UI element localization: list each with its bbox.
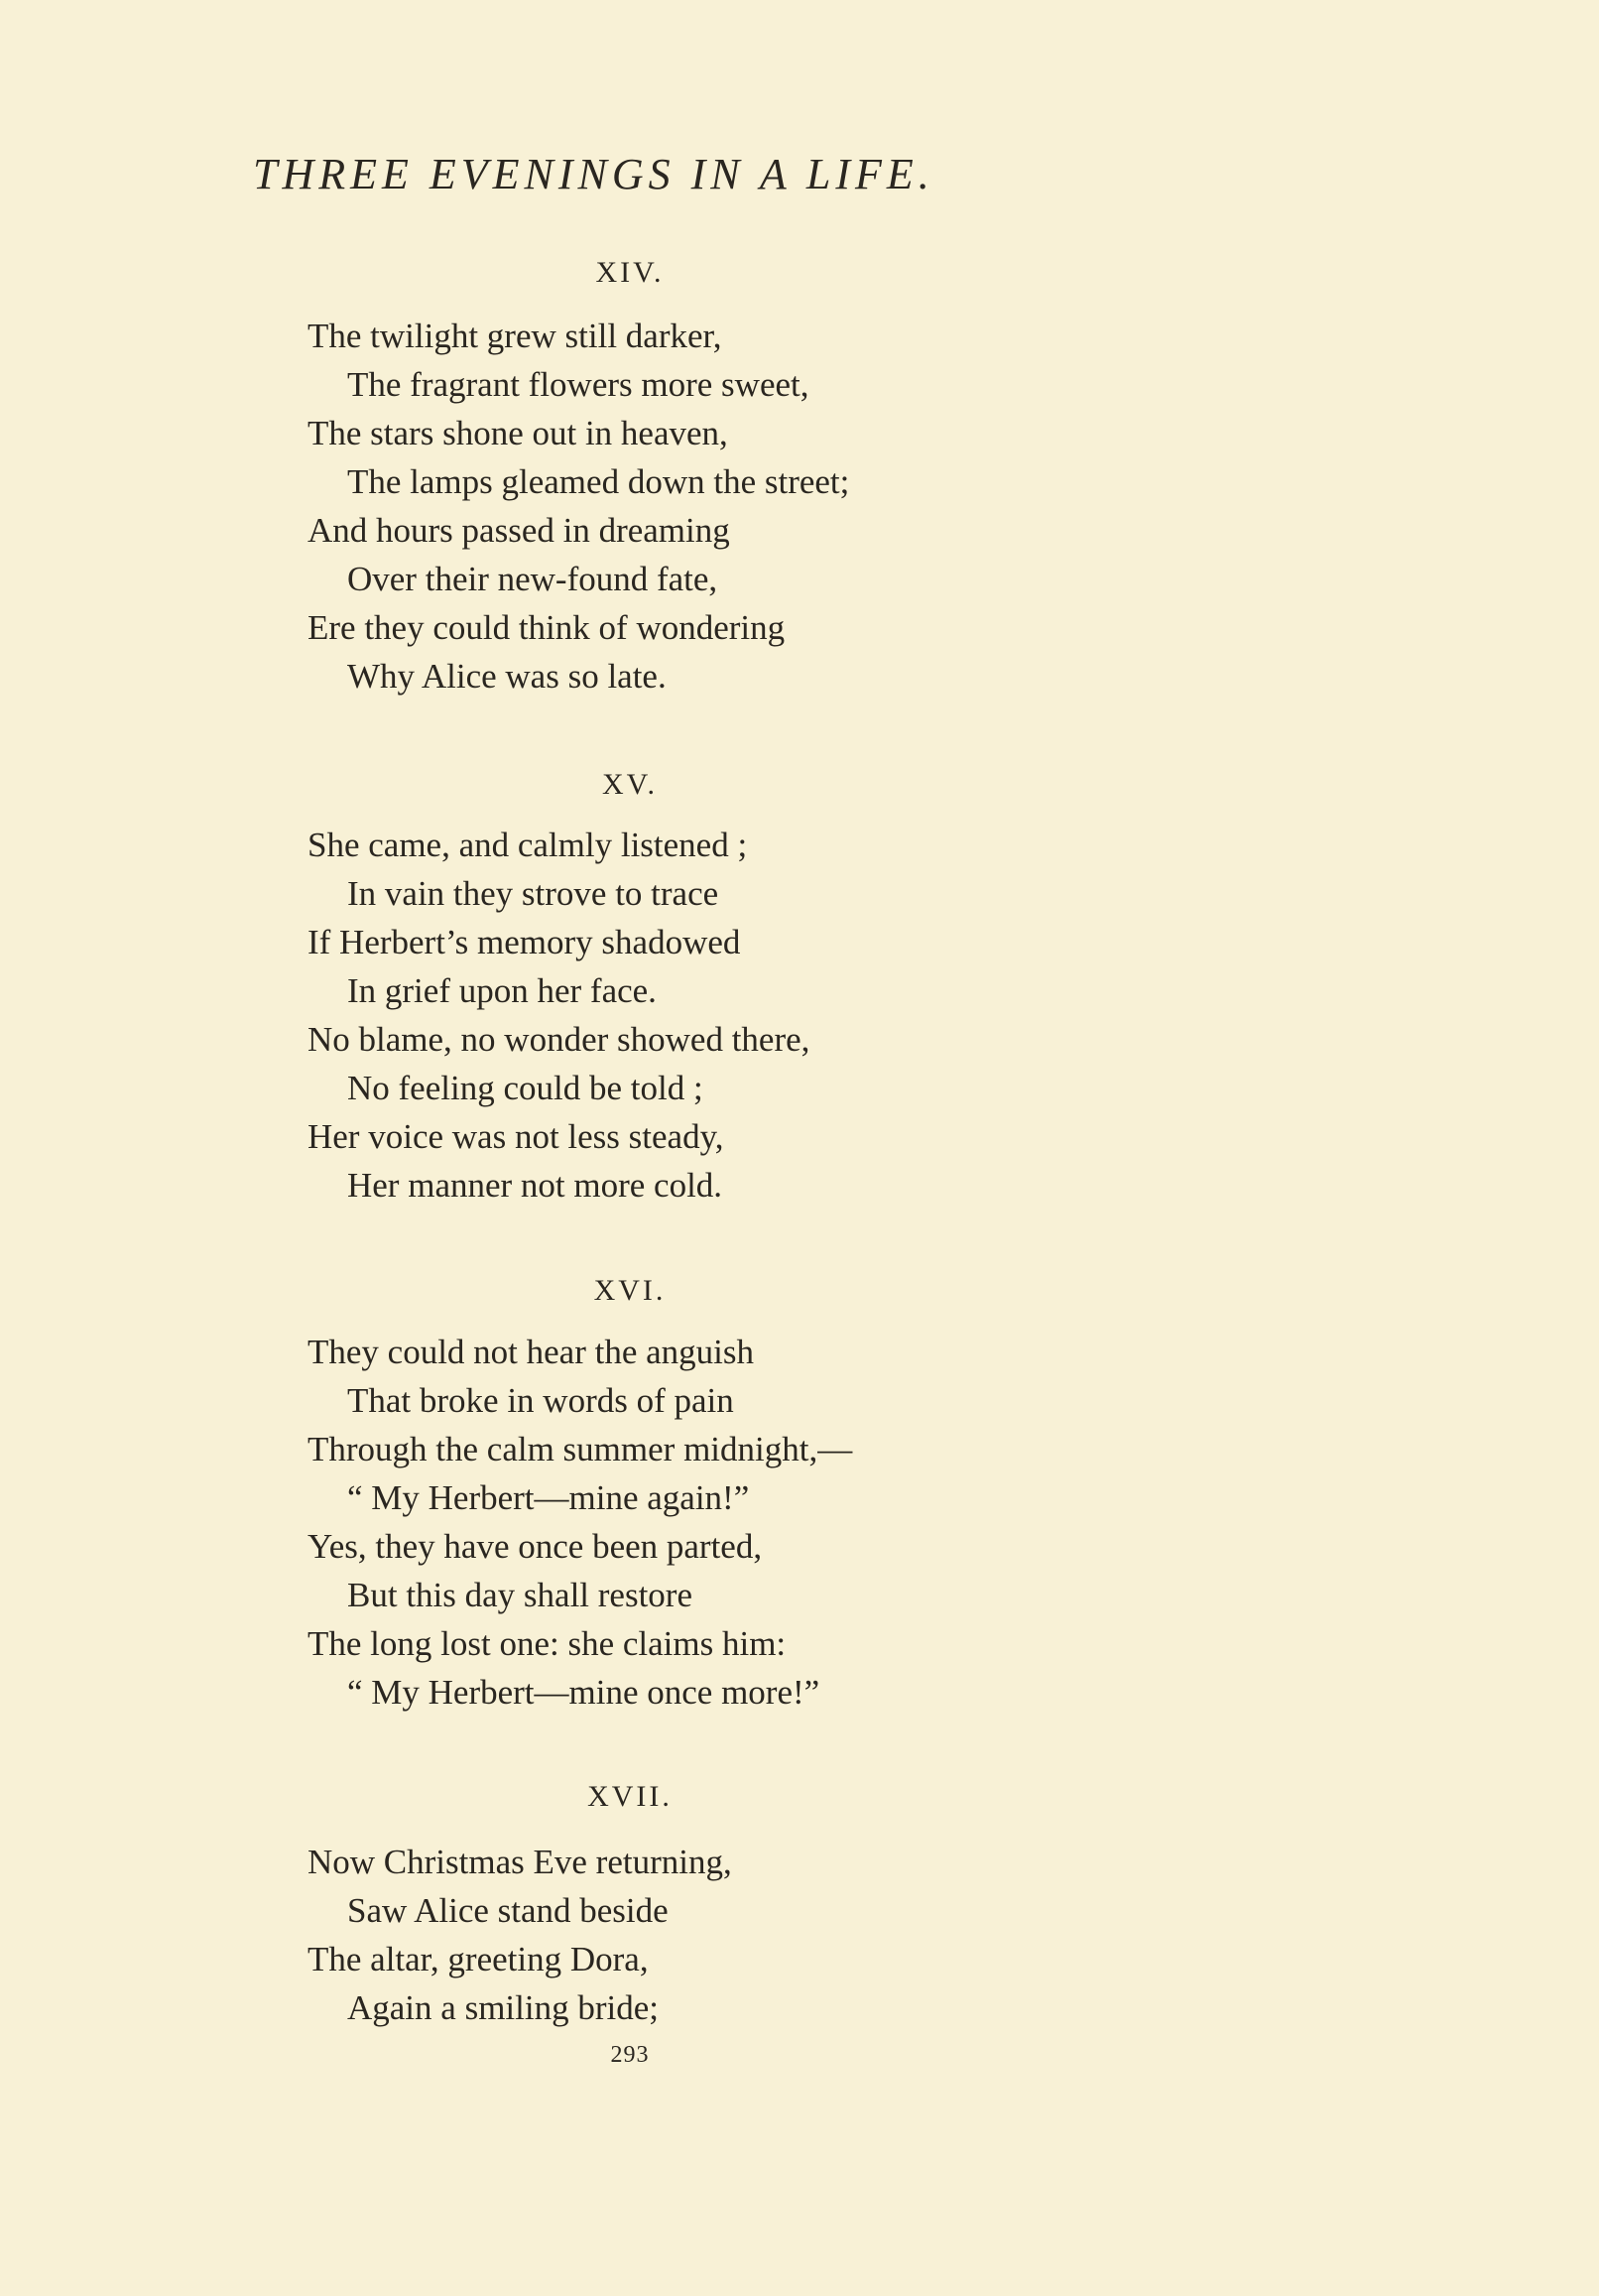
- verse-line: Her manner not more cold.: [347, 1166, 723, 1205]
- verse-line: And hours passed in dreaming: [308, 511, 730, 550]
- stanza-number: XVII.: [587, 1780, 673, 1813]
- verse-line: The altar, greeting Dora,: [308, 1940, 649, 1978]
- verse-line: Her voice was not less steady,: [308, 1117, 724, 1156]
- verse-line: That broke in words of pain: [347, 1381, 734, 1420]
- verse-line: “ My Herbert—mine once more!”: [347, 1673, 820, 1712]
- verse-line: The twilight grew still darker,: [308, 317, 722, 355]
- stanza-xvi: [308, 1328, 1299, 1717]
- verse-line: The lamps gleamed down the street;: [347, 462, 850, 501]
- verse-line: Again a smiling bride;: [347, 1988, 659, 2027]
- stanza-xiv: [308, 312, 1299, 701]
- stanza-number: XIV.: [595, 256, 665, 289]
- verse-line: But this day shall restore: [347, 1576, 693, 1614]
- verse-line: In grief upon her face.: [347, 971, 657, 1010]
- verse-line: “ My Herbert—mine again!”: [347, 1478, 750, 1517]
- verse-line: No blame, no wonder showed there,: [308, 1020, 810, 1059]
- stanza-number: XV.: [602, 768, 658, 801]
- running-title: THREE EVENINGS IN A LIFE.: [253, 150, 934, 198]
- verse-line: The long lost one: she claims him:: [308, 1624, 787, 1663]
- verse-line: She came, and calmly listened ;: [308, 826, 748, 864]
- verse-line: They could not hear the anguish: [308, 1333, 755, 1371]
- stanza-number: XVI.: [593, 1274, 667, 1307]
- stanza-xvii: [308, 1838, 1299, 2032]
- verse-line: Through the calm summer midnight,—: [308, 1430, 853, 1468]
- verse-line: Saw Alice stand beside: [347, 1891, 669, 1930]
- verse-line: If Herbert’s memory shadowed: [308, 923, 741, 961]
- verse-line: Now Christmas Eve returning,: [308, 1843, 732, 1881]
- page-number: 293: [610, 2042, 650, 2068]
- verse-line: Why Alice was so late.: [347, 657, 667, 696]
- verse-line: Over their new-found fate,: [347, 560, 718, 598]
- verse-line: Ere they could think of wondering: [308, 608, 786, 647]
- stanza-xv: [308, 821, 1299, 1210]
- verse-line: In vain they strove to trace: [347, 874, 719, 913]
- verse-line: The stars shone out in heaven,: [308, 414, 728, 452]
- verse-line: Yes, they have once been parted,: [308, 1527, 763, 1566]
- verse-line: No feeling could be told ;: [347, 1069, 703, 1107]
- verse-line: The fragrant flowers more sweet,: [347, 365, 809, 404]
